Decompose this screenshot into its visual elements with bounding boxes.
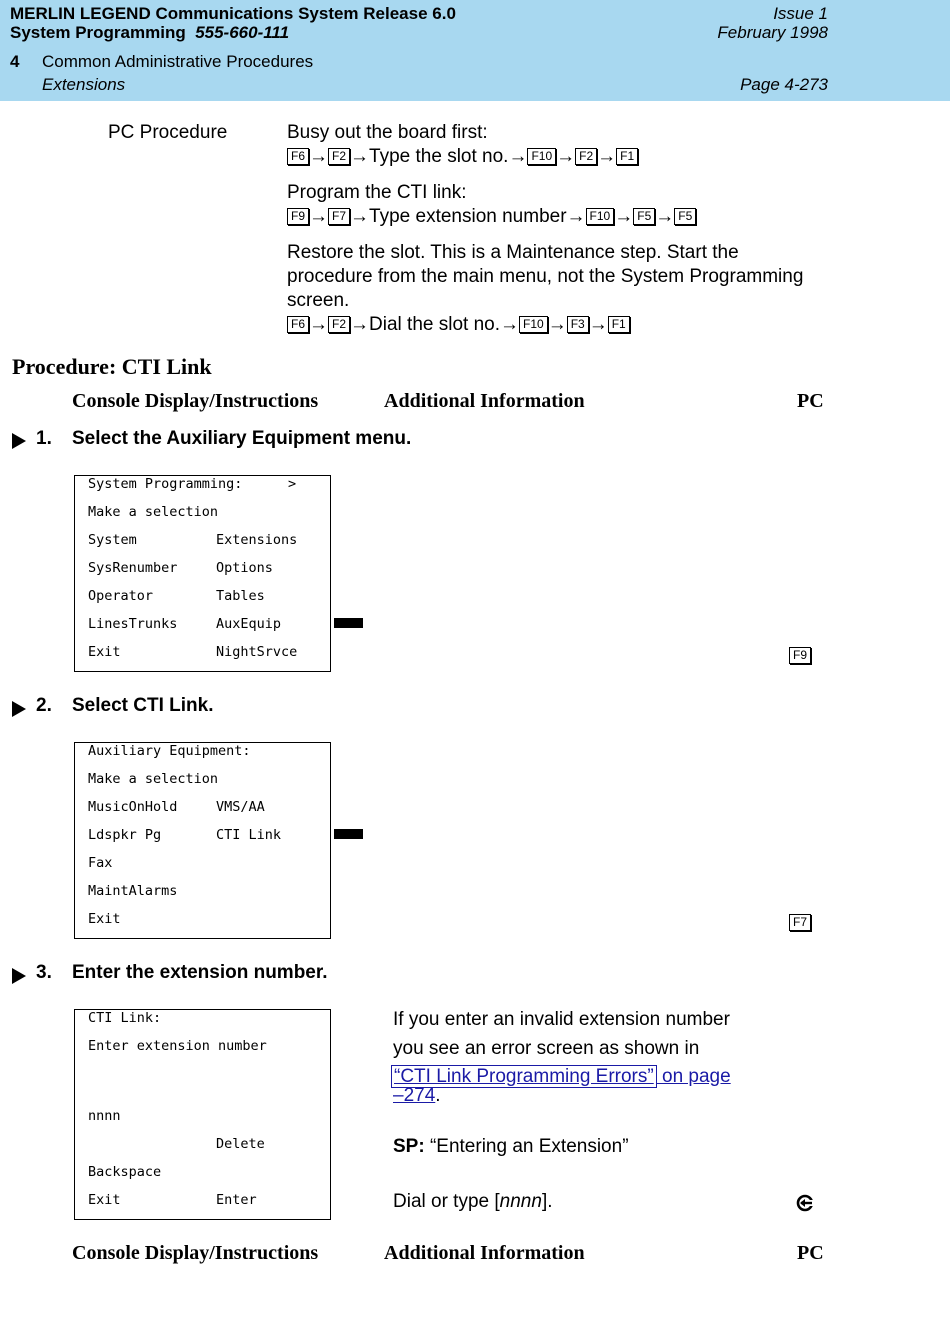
restore-text-2: procedure from the main menu, not the System Programming xyxy=(287,266,804,287)
screen-option: MusicOnHold xyxy=(88,799,178,815)
step-instruction: Select CTI Link. xyxy=(72,695,214,716)
screen-line: Make a selection xyxy=(88,771,219,787)
restore-text-3: screen. xyxy=(287,290,350,311)
screen-option: Exit xyxy=(88,911,121,927)
key-f10: F10 xyxy=(527,148,556,165)
cross-reference-link[interactable] xyxy=(391,1066,731,1088)
screen-option: Fax xyxy=(88,855,113,871)
screen-line: > xyxy=(288,476,297,492)
screen-option: Tables xyxy=(216,588,265,604)
step-marker-icon xyxy=(12,701,26,717)
screen-option-selected: CTI Link xyxy=(216,827,282,843)
key-f2: F2 xyxy=(575,148,597,165)
step-instruction: Select the Auxiliary Equipment menu. xyxy=(72,428,412,449)
screen-line: Enter extension number xyxy=(88,1038,267,1054)
doc-title: MERLIN LEGEND Communications System Release 6.0 xyxy=(10,4,456,23)
column-console-header: Console Display/Instructions xyxy=(72,390,319,412)
column-pc-header-bottom: PC xyxy=(797,1242,824,1264)
issue: Issue 1 xyxy=(773,4,828,23)
screen-option: Options xyxy=(216,560,273,576)
procedure-title: Procedure: CTI Link xyxy=(12,354,212,379)
screen-option: Exit xyxy=(88,1192,121,1208)
screen-option: MaintAlarms xyxy=(88,883,178,899)
cross-reference-page[interactable]: –274. xyxy=(393,1085,441,1106)
screen-option: Delete xyxy=(216,1136,265,1152)
screen-line: CTI Link: xyxy=(88,1010,162,1026)
issue-date: February 1998 xyxy=(717,23,828,42)
xref-title-link[interactable]: “CTI Link Programming Errors” xyxy=(391,1065,657,1088)
step-instruction: Enter the extension number. xyxy=(72,962,328,983)
key-f3: F3 xyxy=(567,316,589,333)
xref-page-number[interactable]: –274 xyxy=(393,1085,436,1106)
screen-line: Auxiliary Equipment: xyxy=(88,743,251,759)
screen-option: Exit xyxy=(88,644,121,660)
console-screen-cti-link xyxy=(74,1009,331,1220)
key-f9: F9 xyxy=(287,208,309,225)
pc-key xyxy=(789,912,811,934)
screen-option: Extensions xyxy=(216,532,298,548)
screen-option-selected: AuxEquip xyxy=(216,616,282,632)
section-name: Extensions xyxy=(42,75,126,94)
busy-out-text: Busy out the board first: xyxy=(287,122,488,143)
program-cti-text: Program the CTI link: xyxy=(287,182,467,203)
screen-line: nnnn xyxy=(88,1108,121,1124)
column-console-header-bottom: Console Display/Instructions xyxy=(72,1242,319,1264)
step-number: 1. xyxy=(36,428,52,449)
program-cti-keys: F9 → F7 →Type extension number→ F10 → F5 → F5 xyxy=(287,206,696,228)
doc-subtitle: System Programming 555-660-111 xyxy=(10,23,290,42)
key-f5: F5 xyxy=(633,208,655,225)
page-number: Page 4-273 xyxy=(740,75,828,94)
key-f7: F7 xyxy=(328,208,350,225)
column-info-header: Additional Information xyxy=(384,390,585,412)
column-info-header-bottom: Additional Information xyxy=(384,1242,585,1264)
key-f5: F5 xyxy=(674,208,696,225)
info-text: you see an error screen as shown in xyxy=(393,1038,700,1059)
column-pc-header: PC xyxy=(797,390,824,412)
dial-instruction: Dial or type [nnnn]. xyxy=(393,1191,553,1212)
screen-option: Backspace xyxy=(88,1164,162,1180)
screen-option: Enter xyxy=(216,1192,257,1208)
key-f10: F10 xyxy=(586,208,615,225)
xref-page-link[interactable]: on page xyxy=(656,1066,731,1087)
restore-keys: F6 → F2 →Dial the slot no.→ F10 → F3 → F1 xyxy=(287,314,630,336)
selection-pointer-icon xyxy=(334,618,363,628)
key-f7: F7 xyxy=(789,914,811,931)
key-f6: F6 xyxy=(287,148,309,165)
restore-text-1: Restore the slot. This is a Maintenance step. Start the xyxy=(287,242,739,263)
step-marker-icon xyxy=(12,433,26,449)
screen-option: VMS/AA xyxy=(216,799,265,815)
key-f1: F1 xyxy=(608,316,630,333)
step-number: 3. xyxy=(36,962,52,983)
screen-option: SysRenumber xyxy=(88,560,178,576)
key-f10: F10 xyxy=(519,316,548,333)
pc-key xyxy=(789,645,811,667)
pc-procedure-label: PC Procedure xyxy=(108,122,228,143)
key-f2: F2 xyxy=(328,316,350,333)
key-f1: F1 xyxy=(616,148,638,165)
console-screen-auxiliary-equipment xyxy=(74,742,331,939)
screen-option: System xyxy=(88,532,137,548)
selection-pointer-icon xyxy=(334,829,363,839)
chapter-title: Common Administrative Procedures xyxy=(42,52,314,71)
screen-option: Operator xyxy=(88,588,154,604)
info-text: If you enter an invalid extension number xyxy=(393,1009,730,1030)
step-number: 2. xyxy=(36,695,52,716)
chapter-number: 4 xyxy=(10,52,20,71)
key-f2: F2 xyxy=(328,148,350,165)
key-f6: F6 xyxy=(287,316,309,333)
screen-option: NightSrvce xyxy=(216,644,298,660)
step-marker-icon xyxy=(12,968,26,984)
busy-out-keys: F6 → F2 →Type the slot no.→ F10 → F2 → F1 xyxy=(287,146,638,168)
sp-reference: SP: “Entering an Extension” xyxy=(393,1136,629,1157)
console-screen-system-programming xyxy=(74,475,331,672)
screen-line: System Programming: xyxy=(88,476,243,492)
screen-option: Ldspkr Pg xyxy=(88,827,162,843)
screen-option: LinesTrunks xyxy=(88,616,178,632)
screen-line: Make a selection xyxy=(88,504,219,520)
enter-return-icon xyxy=(796,1194,814,1212)
key-f9: F9 xyxy=(789,647,811,664)
